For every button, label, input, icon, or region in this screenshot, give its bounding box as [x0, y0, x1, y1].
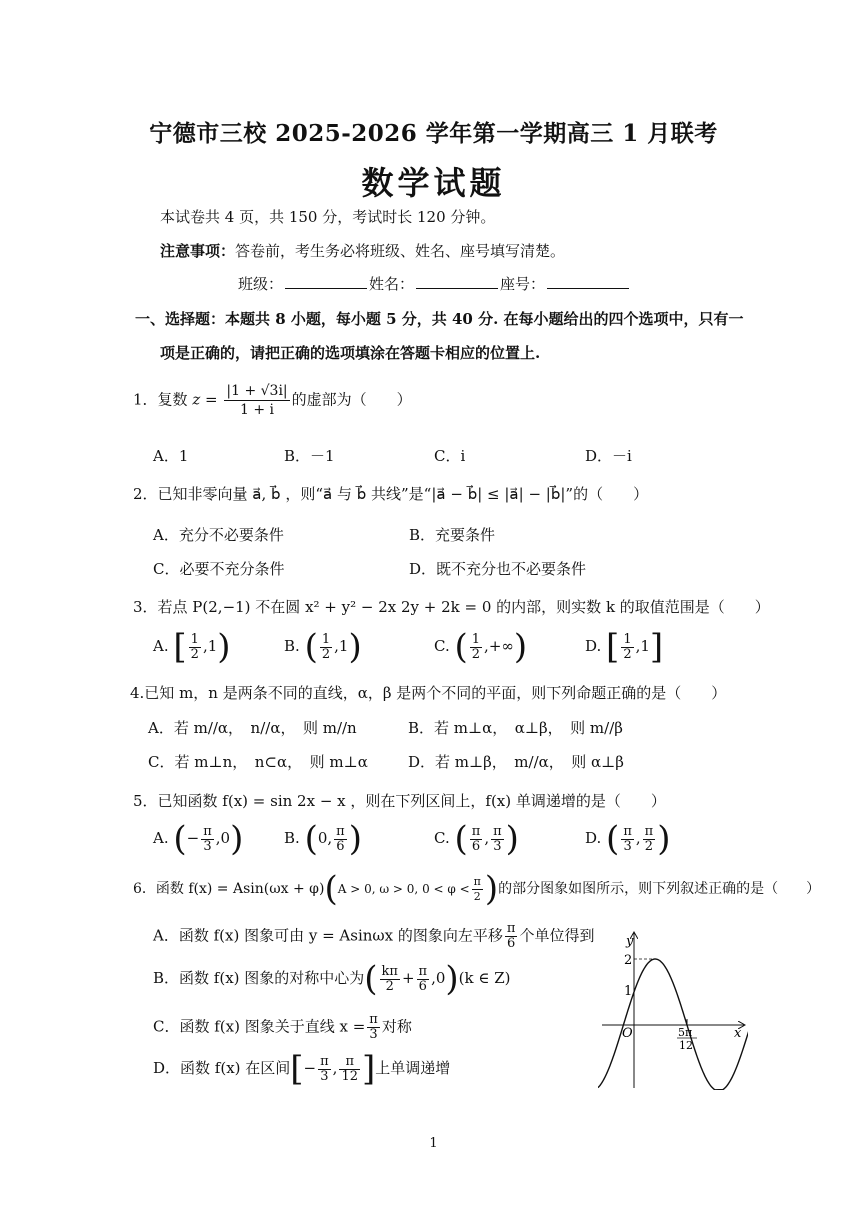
q3-d-frac	[621, 633, 633, 662]
q6-d-d1: 3	[320, 1068, 329, 1084]
q5-b-n1: π	[336, 823, 345, 839]
q5-b-label: B.	[284, 829, 300, 847]
q3-c-close: )	[513, 627, 528, 667]
q4-option-c: C．若 m⊥n， n⊂α， 则 m⊥α	[148, 753, 368, 771]
notice-label: 注意事项：	[160, 242, 236, 260]
q3-d-den: 2	[623, 646, 632, 662]
notice	[160, 240, 565, 261]
q5-c-d1: 6	[471, 838, 481, 854]
q6-c-num: π	[369, 1012, 378, 1027]
q3-a-frac	[189, 633, 201, 662]
q3-d-label: D.	[585, 637, 602, 655]
q1-pre: 复数	[157, 390, 188, 409]
q6-b-n1: kπ	[381, 963, 398, 979]
q3-c-label: C.	[434, 637, 450, 655]
q3-option-d	[585, 627, 664, 667]
q3-c-open: (	[454, 627, 468, 667]
q6-b-post: (k ∈ Z)	[458, 969, 511, 987]
q5-option-d: D. ( $\frac{\pi}{3}$ , $\frac{\pi}{2}$ )	[585, 819, 671, 859]
subject-title: 数学试题	[361, 164, 506, 202]
notice-text: 答卷前，考生务必将班级、姓名、座号填写清楚。	[235, 242, 566, 260]
q6-cond: A > 0, ω > 0, 0 < φ <	[337, 882, 470, 896]
q5-c-n1: π	[471, 823, 481, 839]
seat-blank	[547, 274, 629, 289]
x-tick-num: 5π	[678, 1026, 693, 1039]
q3-a-label: A.	[153, 637, 169, 655]
q3-d-close: ]	[649, 627, 664, 667]
seat-label: 座号：	[500, 275, 546, 293]
exam-title: 宁德市三校 2025-2026 学年第一学期高三 1 月联考	[149, 120, 718, 147]
q3-b-frac	[320, 633, 332, 662]
q5-a-d1: 3	[203, 838, 212, 854]
q3-option-b	[284, 627, 362, 667]
question-5: 5．已知函数 f(x) = sin 2x − x ，则在下列区间上，f(x) 单调递增的是（ ）	[133, 792, 666, 810]
q5-a-right: ,0	[215, 829, 231, 847]
q3-a-num: 1	[190, 631, 199, 647]
q6-d-n1: π	[320, 1053, 329, 1069]
q3-b-open: (	[304, 627, 318, 667]
q6-a-num: π	[506, 921, 516, 936]
section1-line1: 一、选择题：本题共 8 小题，每小题 5 分，共 40 分. 在每小题给出的四个选项中，只有一	[135, 310, 744, 328]
page-number: 1	[429, 1136, 438, 1151]
q3-a-close: )	[217, 627, 231, 667]
q5-d-d2: 2	[644, 838, 654, 854]
q3-b-num: 1	[321, 631, 331, 647]
y-axis-label: y	[626, 934, 634, 949]
q5-d-n2: π	[644, 823, 654, 839]
q3-option-a	[153, 627, 231, 667]
q3-c-num: 1	[471, 631, 481, 647]
question-1	[133, 382, 412, 419]
q3-a-den: 2	[190, 646, 199, 662]
q6-post: 的部分图象如图所示，则下列叙述正确的是（ ）	[498, 881, 821, 897]
q1-option-c: C．i	[434, 447, 466, 465]
q6-d-n2: π	[339, 1055, 360, 1070]
q3-b-label: B.	[284, 637, 300, 655]
q6-cond-num: π	[473, 874, 481, 888]
q3-b-close: )	[348, 627, 362, 667]
q1-number: 1．	[133, 390, 158, 409]
origin-label: O	[622, 1026, 633, 1041]
q3-option-c	[434, 627, 528, 667]
sine-graph	[598, 925, 748, 1090]
class-label: 班级：	[238, 275, 284, 293]
q2-option-b: B．充要条件	[409, 526, 496, 544]
section1-line2: 项是正确的，请把正确的选项填涂在答题卡相应的位置上.	[160, 344, 541, 362]
q5-d-n1: π	[623, 823, 632, 839]
question-2: 2．已知非零向量 a⃗, b⃗ ，则“a⃗ 与 b⃗ 共线”是“|a⃗ − b⃗| ≤ |a⃗| − |b⃗|”的（ ）	[133, 485, 649, 503]
student-info-line	[238, 273, 631, 294]
q6-option-b: B．函数 f(x) 图象的对称中心为( $\frac{k\pi}{2}$ + $\frac{\pi}{6}$ ,0)(k ∈ Z)	[153, 959, 511, 999]
q3-d-open: [	[606, 627, 620, 667]
y-tick-1-label: 1	[624, 984, 633, 999]
q5-d-d1: 3	[623, 838, 632, 854]
q3-b-rest: ,1	[334, 637, 349, 655]
q6-cond-den: 2	[473, 889, 481, 903]
q1-post: 的虚部为（ ）	[291, 390, 412, 409]
q3-a-rest: ,1	[202, 637, 218, 655]
q6-b-pre: B．函数 f(x) 图象的对称中心为	[153, 969, 365, 987]
q1-option-b: B．－1	[284, 447, 335, 465]
y-tick-2-label: 2	[624, 953, 633, 968]
q1-z: z =	[192, 390, 218, 409]
q2-option-a: A．充分不必要条件	[153, 526, 284, 544]
q3-c-den: 2	[471, 646, 481, 662]
q1-denominator: 1 + i	[240, 402, 275, 418]
q6-option-c	[153, 1013, 412, 1042]
name-label: 姓名：	[369, 275, 415, 293]
q4-option-d: D．若 m⊥β， m//α， 则 α⊥β	[408, 753, 624, 771]
q1-option-a: A．1	[153, 447, 189, 465]
q5-a-n1: π	[203, 823, 212, 839]
q6-b-d1: 2	[385, 978, 394, 994]
q3-d-num: 1	[623, 631, 632, 647]
x-axis-label: x	[734, 1026, 742, 1041]
q1-numerator: |1 + √3i|	[226, 383, 288, 399]
q2-option-d: D．既不充分也不必要条件	[409, 560, 587, 578]
class-blank	[285, 274, 367, 289]
q1-option-d: D．－i	[585, 447, 632, 465]
q5-c-n2: π	[493, 823, 502, 839]
q3-b-den: 2	[321, 646, 331, 662]
q5-option-a: A. (− $\frac{\pi}{3}$ ,0)	[153, 819, 244, 859]
q6-option-a	[153, 922, 594, 951]
q6-d-post: 上单调递增	[375, 1059, 451, 1077]
q6-d-pre: D．函数 f(x) 在区间	[153, 1059, 291, 1077]
q3-c-frac	[470, 633, 482, 662]
q3-c-rest: ,+∞	[484, 637, 514, 655]
q6-c-pre: C．函数 f(x) 图象关于直线 x =	[153, 1017, 366, 1036]
q4-option-a: A．若 m//α， n//α， 则 m//n	[148, 719, 357, 737]
q5-option-b: B. (0, $\frac{\pi}{6}$ )	[284, 819, 362, 859]
q6-pre: 6．函数 f(x) = Asin(ωx + φ)	[133, 881, 325, 897]
q6-a-text: A．函数 f(x) 图象可由 y = Asinωx 的图象向左平移	[153, 926, 503, 945]
q3-a-open: [	[173, 627, 187, 667]
q5-c-label: C.	[434, 829, 450, 847]
q6-option-d: D．函数 f(x) 在区间[− $\frac{\pi}{3}$ , $\frac{\pi}{12}$ ]上单调递增	[153, 1049, 451, 1089]
sine-curve	[598, 959, 748, 1090]
q6-b-d2: 6	[418, 978, 427, 994]
q5-d-label: D.	[585, 829, 602, 847]
question-6: 6．函数 f(x) = Asin(ωx + φ)(A > 0, ω > 0, 0 < φ < $\frac{\pi}{2}$ )的部分图象如图所示，则下列叙述正确的是（ ）	[133, 869, 821, 909]
q6-c-post: 对称	[381, 1017, 412, 1036]
q6-c-den: 3	[369, 1027, 378, 1042]
q5-d-right: ,	[635, 829, 641, 847]
question-4: 4.已知 m，n 是两条不同的直线，α，β 是两个不同的平面，则下列命题正确的是（ ）	[130, 684, 727, 702]
q5-c-right: ,	[484, 829, 490, 847]
question-3: 3．若点 P(2,−1) 不在圆 x² + y² − 2x 2y + 2k = 0 的内部，则实数 k 的取值范围是（ ）	[133, 598, 770, 616]
q1-fraction	[224, 382, 289, 419]
q5-b-left: 0,	[317, 829, 333, 847]
q6-a-post: 个单位得到	[519, 926, 595, 945]
name-blank	[416, 274, 498, 289]
q6-a-den: 6	[507, 936, 516, 951]
q5-option-c: C. ( $\frac{\pi}{6}$ , $\frac{\pi}{3}$ )	[434, 819, 519, 859]
q2-option-c: C．必要不充分条件	[153, 560, 285, 578]
q3-d-rest: ,1	[635, 637, 650, 655]
exam-info: 本试卷共 4 页，共 150 分，考试时长 120 分钟。	[160, 208, 496, 226]
q5-c-d2: 3	[493, 838, 502, 854]
q5-b-d1: 6	[336, 838, 345, 854]
q6-b-n2: π	[418, 963, 428, 979]
q4-option-b: B．若 m⊥α， α⊥β， 则 m//β	[408, 719, 623, 737]
q5-a-label: A.	[153, 829, 169, 847]
x-tick-den: 12	[679, 1039, 693, 1052]
q6-d-d2: 12	[341, 1068, 358, 1084]
q5-a-left: −	[186, 829, 200, 847]
